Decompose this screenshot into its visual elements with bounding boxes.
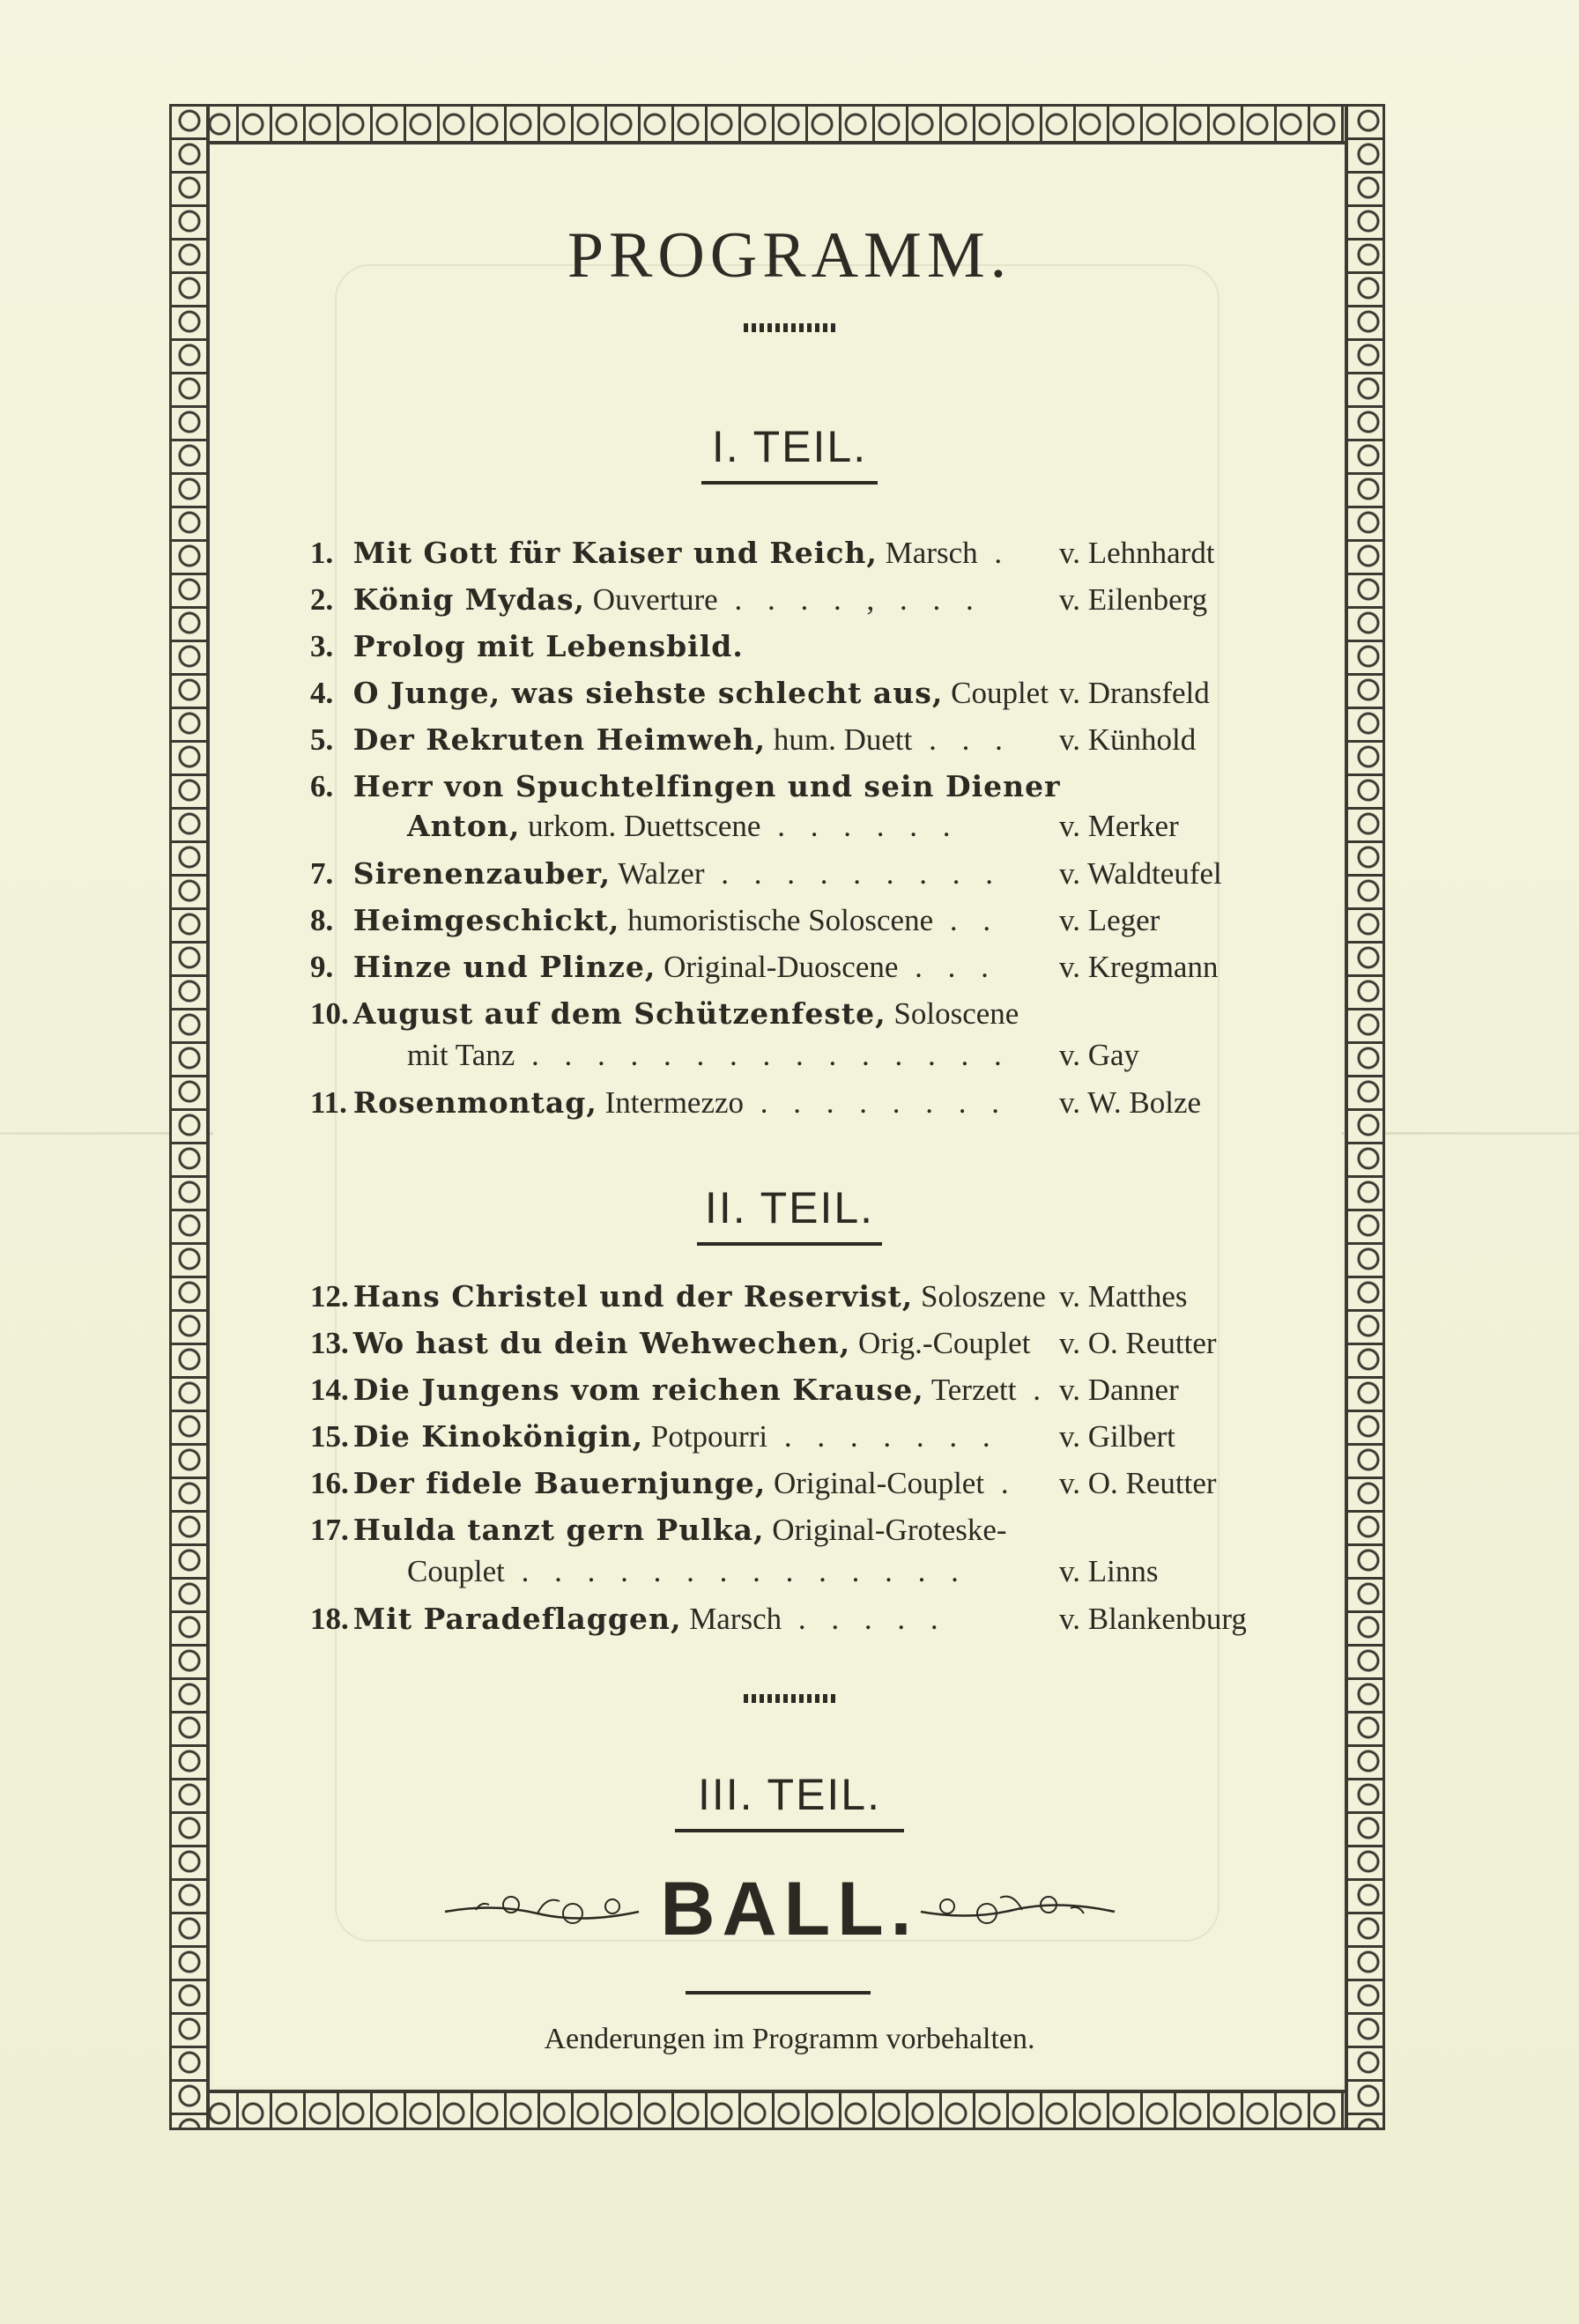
- program-item: 3. Prolog mit Lebensbild.: [310, 629, 744, 663]
- program-item: 9. Hinze und Plinze, Original-Duoscene . . . v. Kregmann: [310, 950, 1219, 984]
- program-item: 8. Heimgeschickt, humoristische Soloscene . . v. Leger: [310, 903, 1160, 937]
- section-heading-teil1: I. TEIL.: [0, 421, 1579, 485]
- program-item: 18. Mit Paradeflaggen, Marsch . . . . . v. Blankenburg: [310, 1602, 1247, 1636]
- program-item: 16. Der fidele Bauernjunge, Original-Couplet . v. O. Reutter: [310, 1466, 1217, 1500]
- closing-rule: [686, 1991, 871, 1995]
- section-ornament-divider: [0, 1690, 1579, 1706]
- heading-underline: [675, 1829, 904, 1832]
- program-item-continued: mit Tanz . . . . . . . . . . . . . . . v. Gay: [407, 1038, 1140, 1072]
- program-item: 4. O Junge, was siehste schlecht aus, Couplet v. Dransfeld: [310, 676, 1210, 710]
- program-item: 1. Mit Gott für Kaiser und Reich, Marsch . v. Lehnhardt: [310, 536, 1215, 570]
- program-item: 13. Wo hast du dein Wehwechen, Orig.-Couplet v. O. Reutter: [310, 1326, 1217, 1360]
- program-item: 10. August auf dem Schützenfeste, Soloscene: [310, 996, 1019, 1031]
- heading-underline: [701, 481, 878, 485]
- program-item: 7. Sirenenzauber, Walzer . . . . . . . . . v. Waldteufel: [310, 856, 1222, 891]
- ball-heading: BALL.: [660, 1867, 919, 1951]
- program-item-continued: Anton, urkom. Duettscene . . . . . . v. Merker: [407, 809, 1179, 843]
- floral-ornament-right: [916, 1885, 1119, 1938]
- section-heading-teil3: III. TEIL.: [0, 1769, 1579, 1832]
- heading-underline: [697, 1242, 882, 1246]
- program-item: 14. Die Jungens vom reichen Krause, Terzett . v. Danner: [310, 1373, 1179, 1407]
- program-item: 2. König Mydas, Ouverture . . . . , . . . v. Eilenberg: [310, 582, 1208, 617]
- program-item: 6. Herr von Spuchtelfingen und sein Diener: [310, 769, 1061, 803]
- footer-note: Aenderungen im Programm vorbehalten.: [544, 2023, 1035, 2055]
- program-item: 11. Rosenmontag, Intermezzo . . . . . . . . v. W. Bolze: [310, 1085, 1202, 1120]
- program-item: 5. Der Rekruten Heimweh, hum. Duett . . . v. Künhold: [310, 722, 1197, 757]
- section-heading-teil2: II. TEIL.: [0, 1182, 1579, 1246]
- program-item-continued: Couplet . . . . . . . . . . . . . . v. Linns: [407, 1554, 1159, 1588]
- program-item: 12. Hans Christel und der Reservist, Soloszene v. Matthes: [310, 1279, 1188, 1314]
- program-item: 17. Hulda tanzt gern Pulka, Original-Groteske-: [310, 1513, 1007, 1547]
- title-ornament-divider: [0, 319, 1579, 336]
- page-title: PROGRAMM.: [567, 219, 1012, 292]
- program-item: 15. Die Kinokönigin, Potpourri . . . . . . . v. Gilbert: [310, 1419, 1175, 1454]
